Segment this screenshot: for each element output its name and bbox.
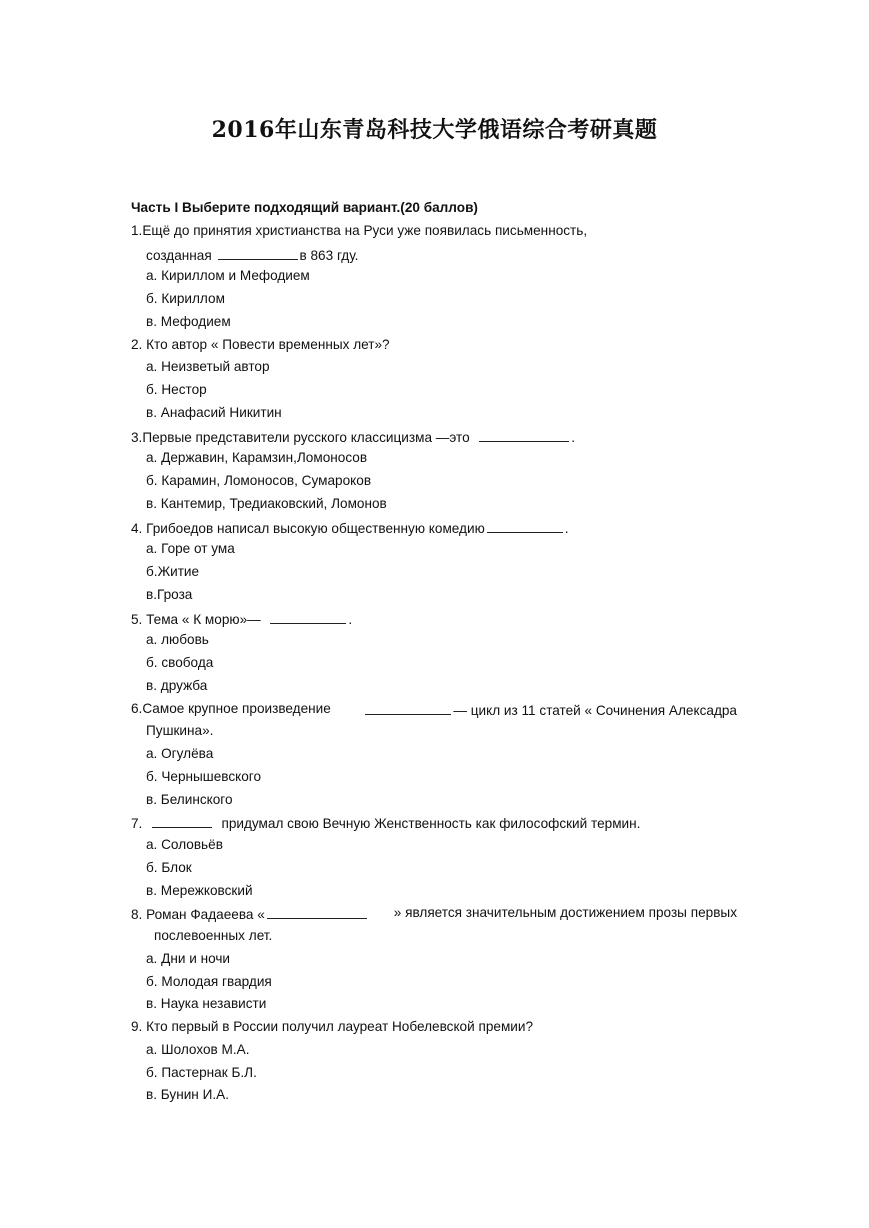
option-a: а. Кириллом и Мефодием [146, 268, 310, 283]
question-9-text: 9. Кто первый в России получил лауреат Нобелевской премии? [131, 1019, 534, 1034]
answer-blank [479, 427, 569, 442]
option-a: а. Дни и ночи [146, 951, 231, 966]
section-heading: Часть I Выберите подходящий вариант.(20 баллов) [131, 200, 478, 215]
option-c: в. Анафасий Никитин [146, 405, 282, 420]
answer-blank [267, 904, 367, 919]
option-c: в. Белинского [146, 792, 233, 807]
answer-blank [152, 813, 212, 828]
answer-blank [365, 700, 451, 715]
option-b: б. свобода [146, 655, 214, 670]
question-2-text: 2. Кто автор « Повести временных лет»? [131, 337, 390, 352]
option-a: а. любовь [146, 632, 209, 647]
option-c: в. Мефодием [146, 314, 231, 329]
option-a: а. Огулёва [146, 746, 214, 761]
question-5-text: 5. Тема « К морю»— . [131, 609, 352, 629]
option-c: в. Кантемир, Тредиаковский, Ломонов [146, 496, 387, 511]
question-1-text-cont: созданная в 863 гду. [146, 245, 358, 265]
option-a: а. Соловьёв [146, 837, 223, 852]
option-c: в. Мережковский [146, 883, 253, 898]
question-3-text: 3.Первые представители русского классицизма —это . [131, 427, 575, 447]
option-c: в. Бунин И.А. [146, 1087, 229, 1102]
option-a: а. Неизветый автор [146, 359, 270, 374]
option-c: в. Наука независти [146, 996, 267, 1011]
question-1-text: 1.Ещё до принятия христианства на Руси уже появилась письменность, [131, 223, 588, 238]
option-b: б. Карамин, Ломоносов, Сумароков [146, 473, 372, 488]
option-b: б. Кириллом [146, 291, 225, 306]
option-b: б. Нестор [146, 382, 207, 397]
option-b: б. Пастернак Б.Л. [146, 1065, 257, 1080]
answer-blank [270, 609, 346, 624]
option-c: в.Гроза [146, 587, 193, 602]
question-8-text: 8. Роман Фадаеева « » является значительным достижением прозы первых [131, 905, 737, 922]
option-a: а. Шолохов М.А. [146, 1042, 250, 1057]
option-b: б. Молодая гвардия [146, 974, 272, 989]
question-4-text: 4. Грибоедов написал высокую общественную комедию . [131, 518, 569, 538]
answer-blank [487, 518, 563, 533]
option-b: б. Чернышевского [146, 769, 262, 784]
option-b: б. Блок [146, 860, 192, 875]
question-8-text-cont: послевоенных лет. [154, 928, 273, 943]
question-6-text-cont: Пушкина». [146, 723, 214, 738]
page-title: 2016年山东青岛科技大学俄语综合考研真题 [211, 117, 658, 143]
question-7-text: 7. придумал свою Вечную Женственность как философский термин. [131, 813, 640, 833]
question-6-text: 6.Самое крупное произведение — цикл из 11 статей « Сочинения Алексадра [131, 701, 737, 718]
option-c: в. дружба [146, 678, 208, 693]
option-a: а. Державин, Карамзин,Ломоносов [146, 450, 368, 465]
answer-blank [218, 245, 298, 260]
option-b: б.Житие [146, 564, 200, 579]
option-a: а. Горе от ума [146, 541, 235, 556]
